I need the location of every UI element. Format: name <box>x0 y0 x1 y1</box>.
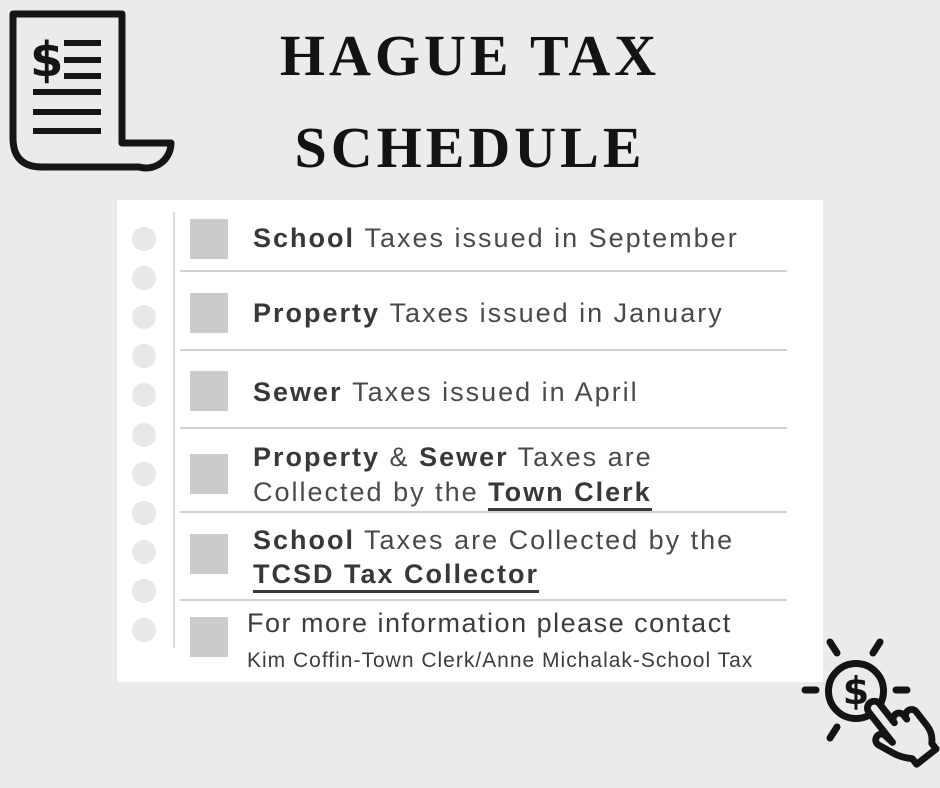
checkbox-square <box>190 617 228 657</box>
text-segment: TCSD Tax Collector <box>253 559 539 593</box>
text-segment: Collected by the <box>253 477 489 507</box>
schedule-card <box>117 200 823 682</box>
checkbox-square <box>190 454 228 494</box>
schedule-row <box>253 375 639 410</box>
row-line <box>253 440 653 475</box>
text-segment: Town Clerk <box>488 477 652 511</box>
row-line <box>253 221 739 256</box>
row-line <box>253 475 653 510</box>
text-segment: & <box>380 442 420 472</box>
row-line <box>253 523 734 557</box>
text-segment: For more information please contact <box>247 608 732 638</box>
page-title-line1: HAGUE TAX <box>279 23 661 88</box>
row-line <box>253 557 734 591</box>
row-line <box>247 606 753 641</box>
page-title-line2: SCHEDULE <box>294 115 646 180</box>
click-dollar-icon <box>792 610 940 788</box>
binding-hole <box>132 501 156 525</box>
binding-hole <box>132 540 156 564</box>
binding-hole <box>132 579 156 603</box>
binding-hole <box>132 266 156 290</box>
row-divider <box>180 349 787 351</box>
binding-hole <box>132 618 156 642</box>
row-divider <box>180 599 787 601</box>
text-segment: Taxes are <box>508 442 653 472</box>
checkbox-square <box>190 219 228 259</box>
row-line <box>253 375 639 410</box>
schedule-row <box>253 523 734 591</box>
schedule-row <box>253 221 739 256</box>
binding-hole <box>132 423 156 447</box>
binding-hole <box>132 344 156 368</box>
checkbox-square <box>190 293 228 333</box>
row-line <box>253 296 724 331</box>
text-segment: Sewer <box>419 442 509 472</box>
text-segment: Kim Coffin-Town Clerk/Anne Michalak-School Tax <box>247 649 754 672</box>
schedule-row <box>247 606 753 676</box>
notepad-margin-line <box>173 212 175 648</box>
row-divider <box>180 511 787 513</box>
row-divider <box>180 270 787 272</box>
checkbox-square <box>190 534 228 574</box>
coin-dollar-glyph: $ <box>842 669 870 713</box>
row-divider <box>180 427 787 429</box>
text-segment: School <box>253 223 365 253</box>
page-title <box>0 10 940 194</box>
text-segment: Sewer <box>253 377 353 407</box>
checkbox-square <box>190 371 228 411</box>
row-line <box>247 641 753 676</box>
text-segment: Property <box>253 442 381 472</box>
schedule-row <box>253 296 724 331</box>
receipt-dollar-glyph: $ <box>30 32 64 88</box>
schedule-row <box>253 440 653 510</box>
binding-hole <box>132 305 156 329</box>
text-segment: Taxes issued in April <box>352 377 639 407</box>
text-segment: Taxes are Collected by the <box>355 525 735 555</box>
text-segment: Taxes issued in January <box>389 298 724 328</box>
text-segment: Taxes issued in September <box>364 223 739 253</box>
text-segment: School <box>253 525 356 555</box>
binding-hole <box>132 227 156 251</box>
binding-hole <box>132 383 156 407</box>
binding-hole <box>132 462 156 486</box>
text-segment: Property <box>253 298 390 328</box>
